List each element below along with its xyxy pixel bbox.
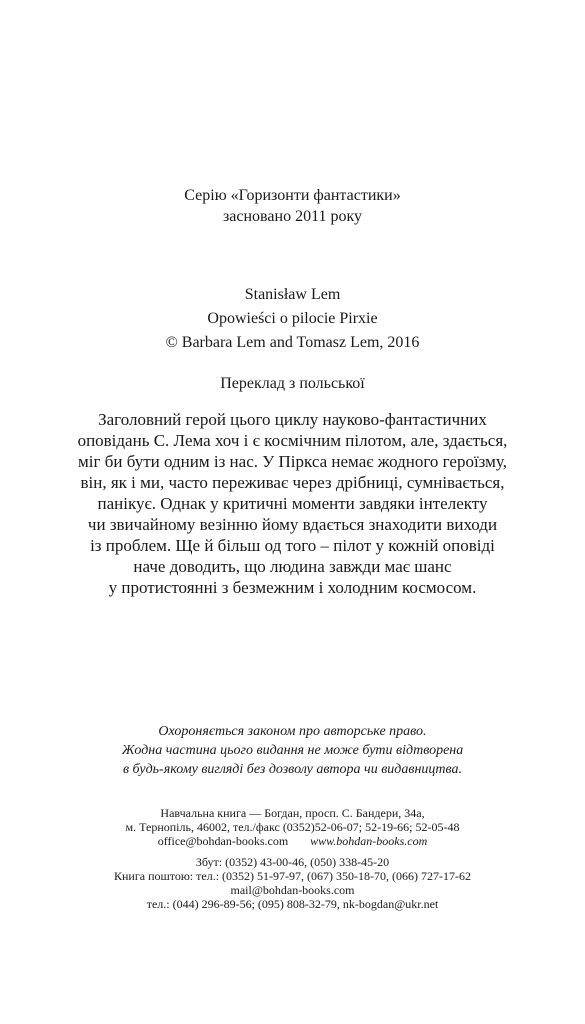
book-annotation	[0, 409, 585, 598]
kyiv-contacts: тел.: (044) 296-89-56; (095) 808-32-79, nk-bogdan@ukr.net	[146, 897, 439, 911]
annotation-line: чи звичайному везінню йому вдається знаходити виходи	[87, 515, 498, 534]
annotation-line: панікує. Однак у критичні моменти завдяки інтелекту	[97, 494, 488, 513]
original-author: Stanisław Lem	[244, 286, 341, 303]
annotation-line: міг би бути одним із нас. У Піркса немає жодного героїзму,	[78, 452, 507, 471]
publisher-address: Навчальна книга — Богдан, просп. С. Бандери, 34а,	[160, 806, 425, 820]
publisher-website[interactable]: www.bohdan-books.com	[310, 834, 428, 848]
mail-order-phones: Книга поштою: тел.: (0352) 51-97-97, (067) 350-18-70, (066) 727-17-62	[114, 869, 471, 883]
annotation-line: наче доводить, що людина завжди має шанс	[133, 557, 452, 576]
publisher-email[interactable]: office@bohdan-books.com	[157, 834, 289, 848]
series-line: Серію «Горизонти фантастики»	[184, 187, 401, 204]
distribution-info	[0, 855, 585, 911]
annotation-line: у протистоянні з безмежним і холодним космосом.	[108, 578, 477, 597]
translation-note	[0, 374, 585, 394]
original-copyright: © Barbara Lem and Tomasz Lem, 2016	[165, 334, 420, 351]
sales-phones: Збут: (0352) 43-00-46, (050) 338-45-20	[195, 855, 390, 869]
series-info	[0, 185, 585, 227]
copyright-line: Охороняється законом про авторське право.	[158, 724, 427, 739]
copyright-notice	[0, 722, 585, 779]
translation-note-text: Переклад з польської	[220, 375, 365, 392]
publisher-phones: м. Тернопіль, 46002, тел./факс (0352)52-06-07; 52-19-66; 52-05-48	[125, 820, 460, 834]
series-line: засновано 2011 року	[222, 208, 363, 225]
mail-order-email[interactable]: mail@bohdan-books.com	[230, 883, 355, 897]
annotation-line: Заголовний герой цього циклу науково-фантастичних	[98, 410, 487, 429]
annotation-line: він, як і ми, часто переживає через дрібниці, сумнівається,	[80, 473, 505, 492]
annotation-line: оповідань С. Лема хоч і є космічним пілотом, але, здається,	[77, 431, 508, 450]
publisher-contacts	[0, 834, 585, 848]
copyright-line: в будь-якому вигляді без дозволу автора чи видавництва.	[122, 762, 462, 777]
copyright-line: Жодна частина цього видання не може бути відтворена	[121, 743, 464, 758]
annotation-line: із проблем. Ще й більш од того – пілот у кожній оповіді	[90, 536, 495, 555]
publisher-info	[0, 806, 585, 848]
original-edition-info	[0, 283, 585, 355]
original-title: Opowieści o pilocie Pirxie	[207, 310, 378, 327]
